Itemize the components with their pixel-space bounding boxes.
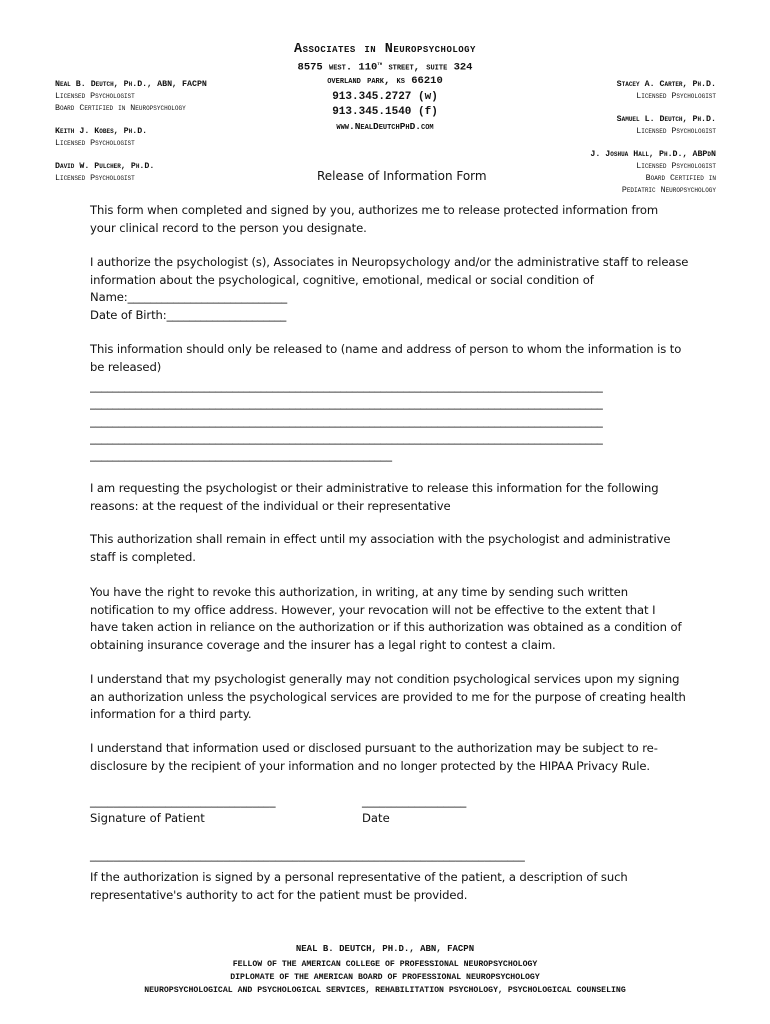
staff-credential: Licensed Psychologist <box>55 174 135 183</box>
website-link[interactable]: www.NealDeutchPhD.com <box>336 121 434 132</box>
footer-name: NEAL B. DEUTCH, PH.D., ABN, FACPN <box>295 944 475 954</box>
staff-right-3 <box>590 149 716 197</box>
date-field[interactable]: __________________ <box>362 794 467 808</box>
staff-name: Stacey A. Carter, Ph.D. <box>616 80 716 89</box>
staff-name: Samuel L. Deutch, Ph.D. <box>616 115 716 124</box>
staff-left-3 <box>55 161 154 185</box>
staff-name: Neal B. Deutch, Ph.D., ABN, FACPN <box>55 80 207 89</box>
staff-credential: Licensed Psychologist <box>636 162 716 171</box>
staff-name: Keith J. Kobes, Ph.D. <box>55 127 148 136</box>
conditioning-paragraph <box>90 671 690 724</box>
text-line: I understand that information used or disclosed pursuant to the authorization may be subject to re- <box>90 741 658 755</box>
text-line: an authorization unless the psychological services are provided to me for the purpose of creating health <box>90 689 686 704</box>
staff-credential: Board Certified in <box>645 174 716 183</box>
representative-signature-field[interactable]: ___________________________________________________________________________ <box>90 848 525 862</box>
address-city: overland park, ks 66210 <box>327 75 443 87</box>
text-line: information for a third party. <box>90 707 252 722</box>
staff-name: David W. Pulcher, Ph.D. <box>55 162 155 171</box>
recipient-line[interactable]: _____________________________________________________ <box>90 448 392 463</box>
staff-credential: Licensed Psychologist <box>55 92 135 101</box>
date-label: Date <box>362 811 390 825</box>
footer-line-2: FELLOW OF THE AMERICAN COLLEGE OF PROFESSIONAL NEUROPSYCHOLOGY <box>232 960 538 969</box>
date-of-birth-field[interactable]: Date of Birth:_____________________ <box>90 307 287 322</box>
recipient-line[interactable]: __________________________________________________________________________________________ <box>90 379 603 393</box>
redisclosure-paragraph <box>90 740 690 775</box>
text-line: notification to my office address. However, your revocation will not be effective to the extent that I <box>90 602 656 617</box>
text-line: I understand that my psychologist generally may not condition psychological services upon my signing <box>90 672 680 686</box>
phone-fax: 913.345.1540 (f) <box>332 106 438 118</box>
staff-credential: Licensed Psychologist <box>636 127 716 136</box>
staff-right-2 <box>617 114 716 138</box>
staff-credential: Licensed Psychologist <box>55 139 135 148</box>
representative-paragraph <box>90 869 690 904</box>
text-line: This form when completed and signed by you, authorizes me to release protected information from <box>90 203 659 217</box>
text-line: You have the right to revoke this authorization, in writing, at any time by sending such written <box>90 585 628 599</box>
duration-paragraph <box>90 531 690 566</box>
signature-field[interactable]: ________________________________ <box>90 794 276 808</box>
footer-line-4: NEUROPSYCHOLOGICAL AND PSYCHOLOGICAL SERVICES, REHABILITATION PSYCHOLOGY, PSYCHOLOGICAL COUNSELING <box>144 986 626 995</box>
text-line: This information should only be released to (name and address of person to whom the information is to <box>90 342 682 356</box>
text-line: disclosure by the recipient of your information and no longer protected by the HIPAA Privacy Rule. <box>90 758 651 773</box>
reasons-paragraph <box>90 480 690 515</box>
text-line: reasons: at the request of the individual or their representative <box>90 498 451 513</box>
text-line: obtaining insurance coverage and the insurer has a legal right to contest a claim. <box>90 637 556 652</box>
footer-line-3: DIPLOMATE OF THE AMERICAN BOARD OF PROFESSIONAL NEUROPSYCHOLOGY <box>230 973 540 982</box>
recipient-line[interactable]: __________________________________________________________________________________________ <box>90 396 603 411</box>
staff-left-2 <box>55 126 147 150</box>
text-line: I am requesting the psychologist or their administrative to release this information for the following <box>90 481 659 495</box>
text-line: your clinical record to the person you designate. <box>90 220 367 235</box>
phone-work: 913.345.2727 (w) <box>332 91 438 103</box>
revocation-paragraph <box>90 584 690 654</box>
patient-name-field[interactable]: Name:____________________________ <box>90 290 288 305</box>
authorization-paragraph <box>90 254 690 324</box>
text-line: If the authorization is signed by a personal representative of the patient, a description of such <box>90 870 628 884</box>
release-recipient-lines[interactable] <box>90 378 680 464</box>
text-line: be released) <box>90 359 162 374</box>
text-line: information about the psychological, cognitive, emotional, medical or social condition of <box>90 272 594 287</box>
text-line: have taken action in reliance on the authorization or if this authorization was obtained as a condition of <box>90 620 682 635</box>
staff-credential: Board Certified in Neuropsychology <box>55 104 186 113</box>
release-to-paragraph <box>90 341 690 376</box>
staff-credential: Pediatric Neuropsychology <box>621 186 716 195</box>
staff-right-1 <box>617 79 716 103</box>
staff-credential: Licensed Psychologist <box>636 92 716 101</box>
text-line: I authorize the psychologist (s), Associates in Neuropsychology and/or the administrative staff to release <box>90 255 689 269</box>
recipient-line[interactable]: __________________________________________________________________________________________ <box>90 413 603 428</box>
form-title: Release of Information Form <box>317 169 487 183</box>
text-line: This authorization shall remain in effect until my association with the psychologist and administrative <box>90 532 671 546</box>
text-line: representative's authority to act for the patient must be provided. <box>90 887 468 902</box>
staff-name: J. Joshua Hall, Ph.D., ABPdN <box>590 150 716 159</box>
staff-left-1 <box>55 79 207 115</box>
address-street: 8575 west. 110th street, suite 324 <box>297 60 473 74</box>
intro-paragraph <box>90 202 690 237</box>
text-line: staff is completed. <box>90 549 196 564</box>
recipient-line[interactable]: __________________________________________________________________________________________ <box>90 430 603 445</box>
signature-label: Signature of Patient <box>90 811 205 825</box>
firm-name: Associates in Neuropsychology <box>294 42 476 57</box>
